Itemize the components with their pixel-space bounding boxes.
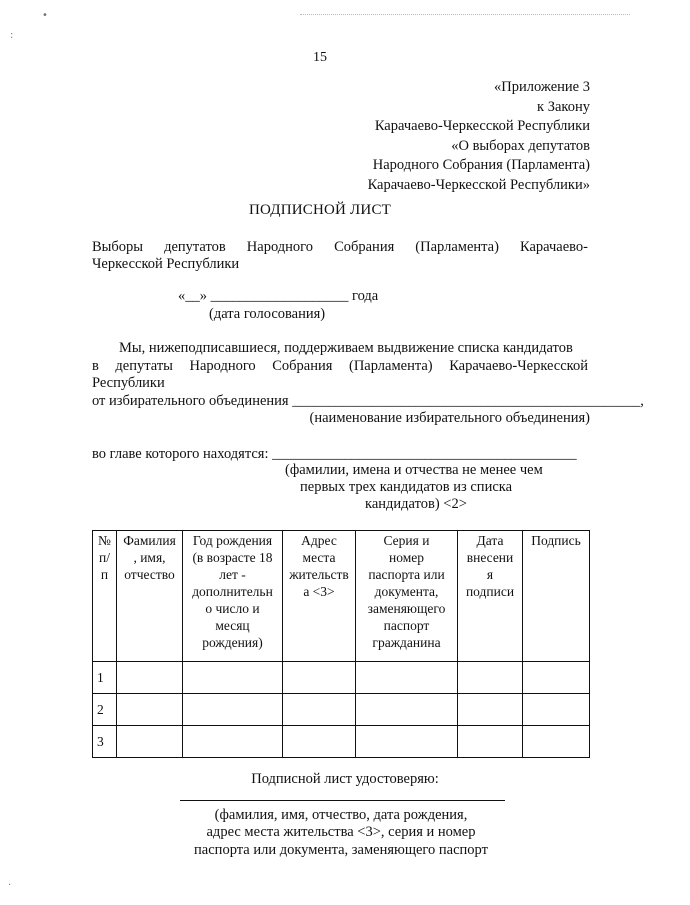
vote-date-field[interactable] xyxy=(178,288,378,305)
header-text-line: рождения) xyxy=(202,635,263,650)
cell-birth-year[interactable] xyxy=(183,694,283,726)
header-cell-number xyxy=(93,531,117,662)
leaders-blank[interactable]: __________________________________________ xyxy=(272,446,577,462)
day-blank[interactable]: __ xyxy=(185,288,200,304)
header-cell-date xyxy=(458,531,523,662)
cell-date[interactable] xyxy=(458,662,523,694)
header-text-line: жительств xyxy=(289,567,349,582)
support-line-1: Мы, нижеподписавшиеся, поддерживаем выдвижение списка кандидатов xyxy=(119,340,573,356)
appendix-line: к Закону xyxy=(537,98,590,115)
document-title: ПОДПИСНОЙ ЛИСТ xyxy=(248,202,392,218)
certify-label: Подписной лист удостоверяю: xyxy=(251,771,439,787)
header-text-line: Год рождения xyxy=(192,533,273,548)
header-text-line: Серия и xyxy=(383,533,430,548)
header-text-line: паспорт xyxy=(383,618,430,633)
cell-name[interactable] xyxy=(117,662,183,694)
row-number: 3 xyxy=(93,726,117,758)
association-label: от избирательного объединения xyxy=(92,393,289,409)
scan-mark: · xyxy=(8,880,12,891)
association-field[interactable] xyxy=(92,393,644,410)
leaders-caption-1: (фамилии, имена и отчества не менее чем xyxy=(285,462,543,478)
leaders-caption-2: первых трех кандидатов из списка xyxy=(300,479,513,495)
table-row xyxy=(93,726,590,758)
leaders-caption-3: кандидатов) <2> xyxy=(365,496,467,512)
appendix-line: Карачаево-Черкесской Республики» xyxy=(367,176,590,193)
header-text-line: гражданина xyxy=(372,635,441,650)
cell-signature[interactable] xyxy=(523,694,590,726)
header-text-line: номер xyxy=(388,550,424,565)
table-header-row xyxy=(93,531,590,662)
certify-caption-2: адрес места жительства <3>, серия и номер xyxy=(206,824,476,840)
leaders-label: во главе которого находятся: xyxy=(92,446,269,462)
certify-caption-3: паспорта или документа, заменяющего паспорт xyxy=(194,842,488,858)
row-number: 2 xyxy=(93,694,117,726)
header-cell-birth-year xyxy=(183,531,283,662)
page-number: 15 xyxy=(313,50,327,65)
leaders-field[interactable] xyxy=(92,446,577,463)
cell-address[interactable] xyxy=(283,694,356,726)
cell-signature[interactable] xyxy=(523,662,590,694)
cell-address[interactable] xyxy=(283,662,356,694)
header-text-line: п xyxy=(100,567,109,582)
support-line-3: Республики xyxy=(92,375,165,391)
scan-mark: : xyxy=(10,30,14,41)
header-text-line: отчество xyxy=(124,567,175,582)
cell-birth-year[interactable] xyxy=(183,726,283,758)
cell-date[interactable] xyxy=(458,726,523,758)
header-cell-address xyxy=(283,531,356,662)
cell-passport[interactable] xyxy=(356,662,458,694)
header-text-line: месяц xyxy=(215,618,250,633)
header-text-line: Дата xyxy=(476,533,504,548)
certify-signature-line[interactable] xyxy=(180,800,505,801)
header-text-line: лет - xyxy=(219,567,246,582)
elections-line-2: Черкесской Республики xyxy=(92,256,240,272)
cell-passport[interactable] xyxy=(356,726,458,758)
cell-signature[interactable] xyxy=(523,726,590,758)
header-text-line: , имя, xyxy=(133,550,166,565)
quote-close: » xyxy=(199,288,207,304)
certify-caption-1: (фамилия, имя, отчество, дата рождения, xyxy=(214,807,468,823)
header-text-line: внесени xyxy=(466,550,514,565)
header-text-line: Подпись xyxy=(531,533,581,548)
vote-date-caption: (дата голосования) xyxy=(209,306,326,322)
association-comma: , xyxy=(640,393,644,409)
header-text-line: документа, xyxy=(374,584,439,599)
support-line-2: в депутаты Народного Собрания (Парламента) Карачаево-Черкесской xyxy=(92,358,588,374)
association-blank[interactable]: ________________________________________________ xyxy=(292,393,641,409)
header-cell-name xyxy=(117,531,183,662)
row-number: 1 xyxy=(93,662,117,694)
association-caption: (наименование избирательного объединения) xyxy=(309,410,590,426)
appendix-line: «Приложение 3 xyxy=(494,79,590,95)
header-text-line: Адрес xyxy=(301,533,337,548)
header-text-line: заменяющего xyxy=(367,601,446,616)
header-cell-signature xyxy=(523,531,590,662)
cell-passport[interactable] xyxy=(356,694,458,726)
header-text-line: № xyxy=(98,533,111,548)
date-blank[interactable]: ___________________ xyxy=(210,288,349,304)
header-text-line: подписи xyxy=(465,584,515,599)
appendix-header xyxy=(368,78,590,195)
header-text-line: о число и xyxy=(205,601,260,616)
table-row xyxy=(93,694,590,726)
header-text-line: места xyxy=(302,550,336,565)
header-text-line: дополнительн xyxy=(192,584,273,599)
cell-name[interactable] xyxy=(117,694,183,726)
header-text-line: (в возрасте 18 xyxy=(192,550,273,565)
cell-address[interactable] xyxy=(283,726,356,758)
appendix-line: Карачаево-Черкесской Республики xyxy=(374,118,590,134)
cell-name[interactable] xyxy=(117,726,183,758)
header-text-line: а <3> xyxy=(303,584,335,599)
header-cell-passport xyxy=(356,531,458,662)
scan-edge-line xyxy=(300,14,630,15)
table-row xyxy=(93,662,590,694)
signature-table xyxy=(92,530,590,758)
scan-mark: • xyxy=(42,10,48,21)
cell-date[interactable] xyxy=(458,694,523,726)
header-text-line: Фамилия xyxy=(123,533,176,548)
year-word: года xyxy=(352,288,379,304)
cell-birth-year[interactable] xyxy=(183,662,283,694)
quote-open: « xyxy=(178,288,186,304)
header-text-line: п/ xyxy=(99,550,110,565)
header-text-line: паспорта или xyxy=(368,567,445,582)
header-text-line: я xyxy=(486,567,494,582)
appendix-line: «О выборах депутатов xyxy=(451,137,590,154)
appendix-line: Народного Собрания (Парламента) xyxy=(372,157,590,173)
elections-line-1: Выборы депутатов Народного Собрания (Парламента) Карачаево- xyxy=(92,239,588,255)
